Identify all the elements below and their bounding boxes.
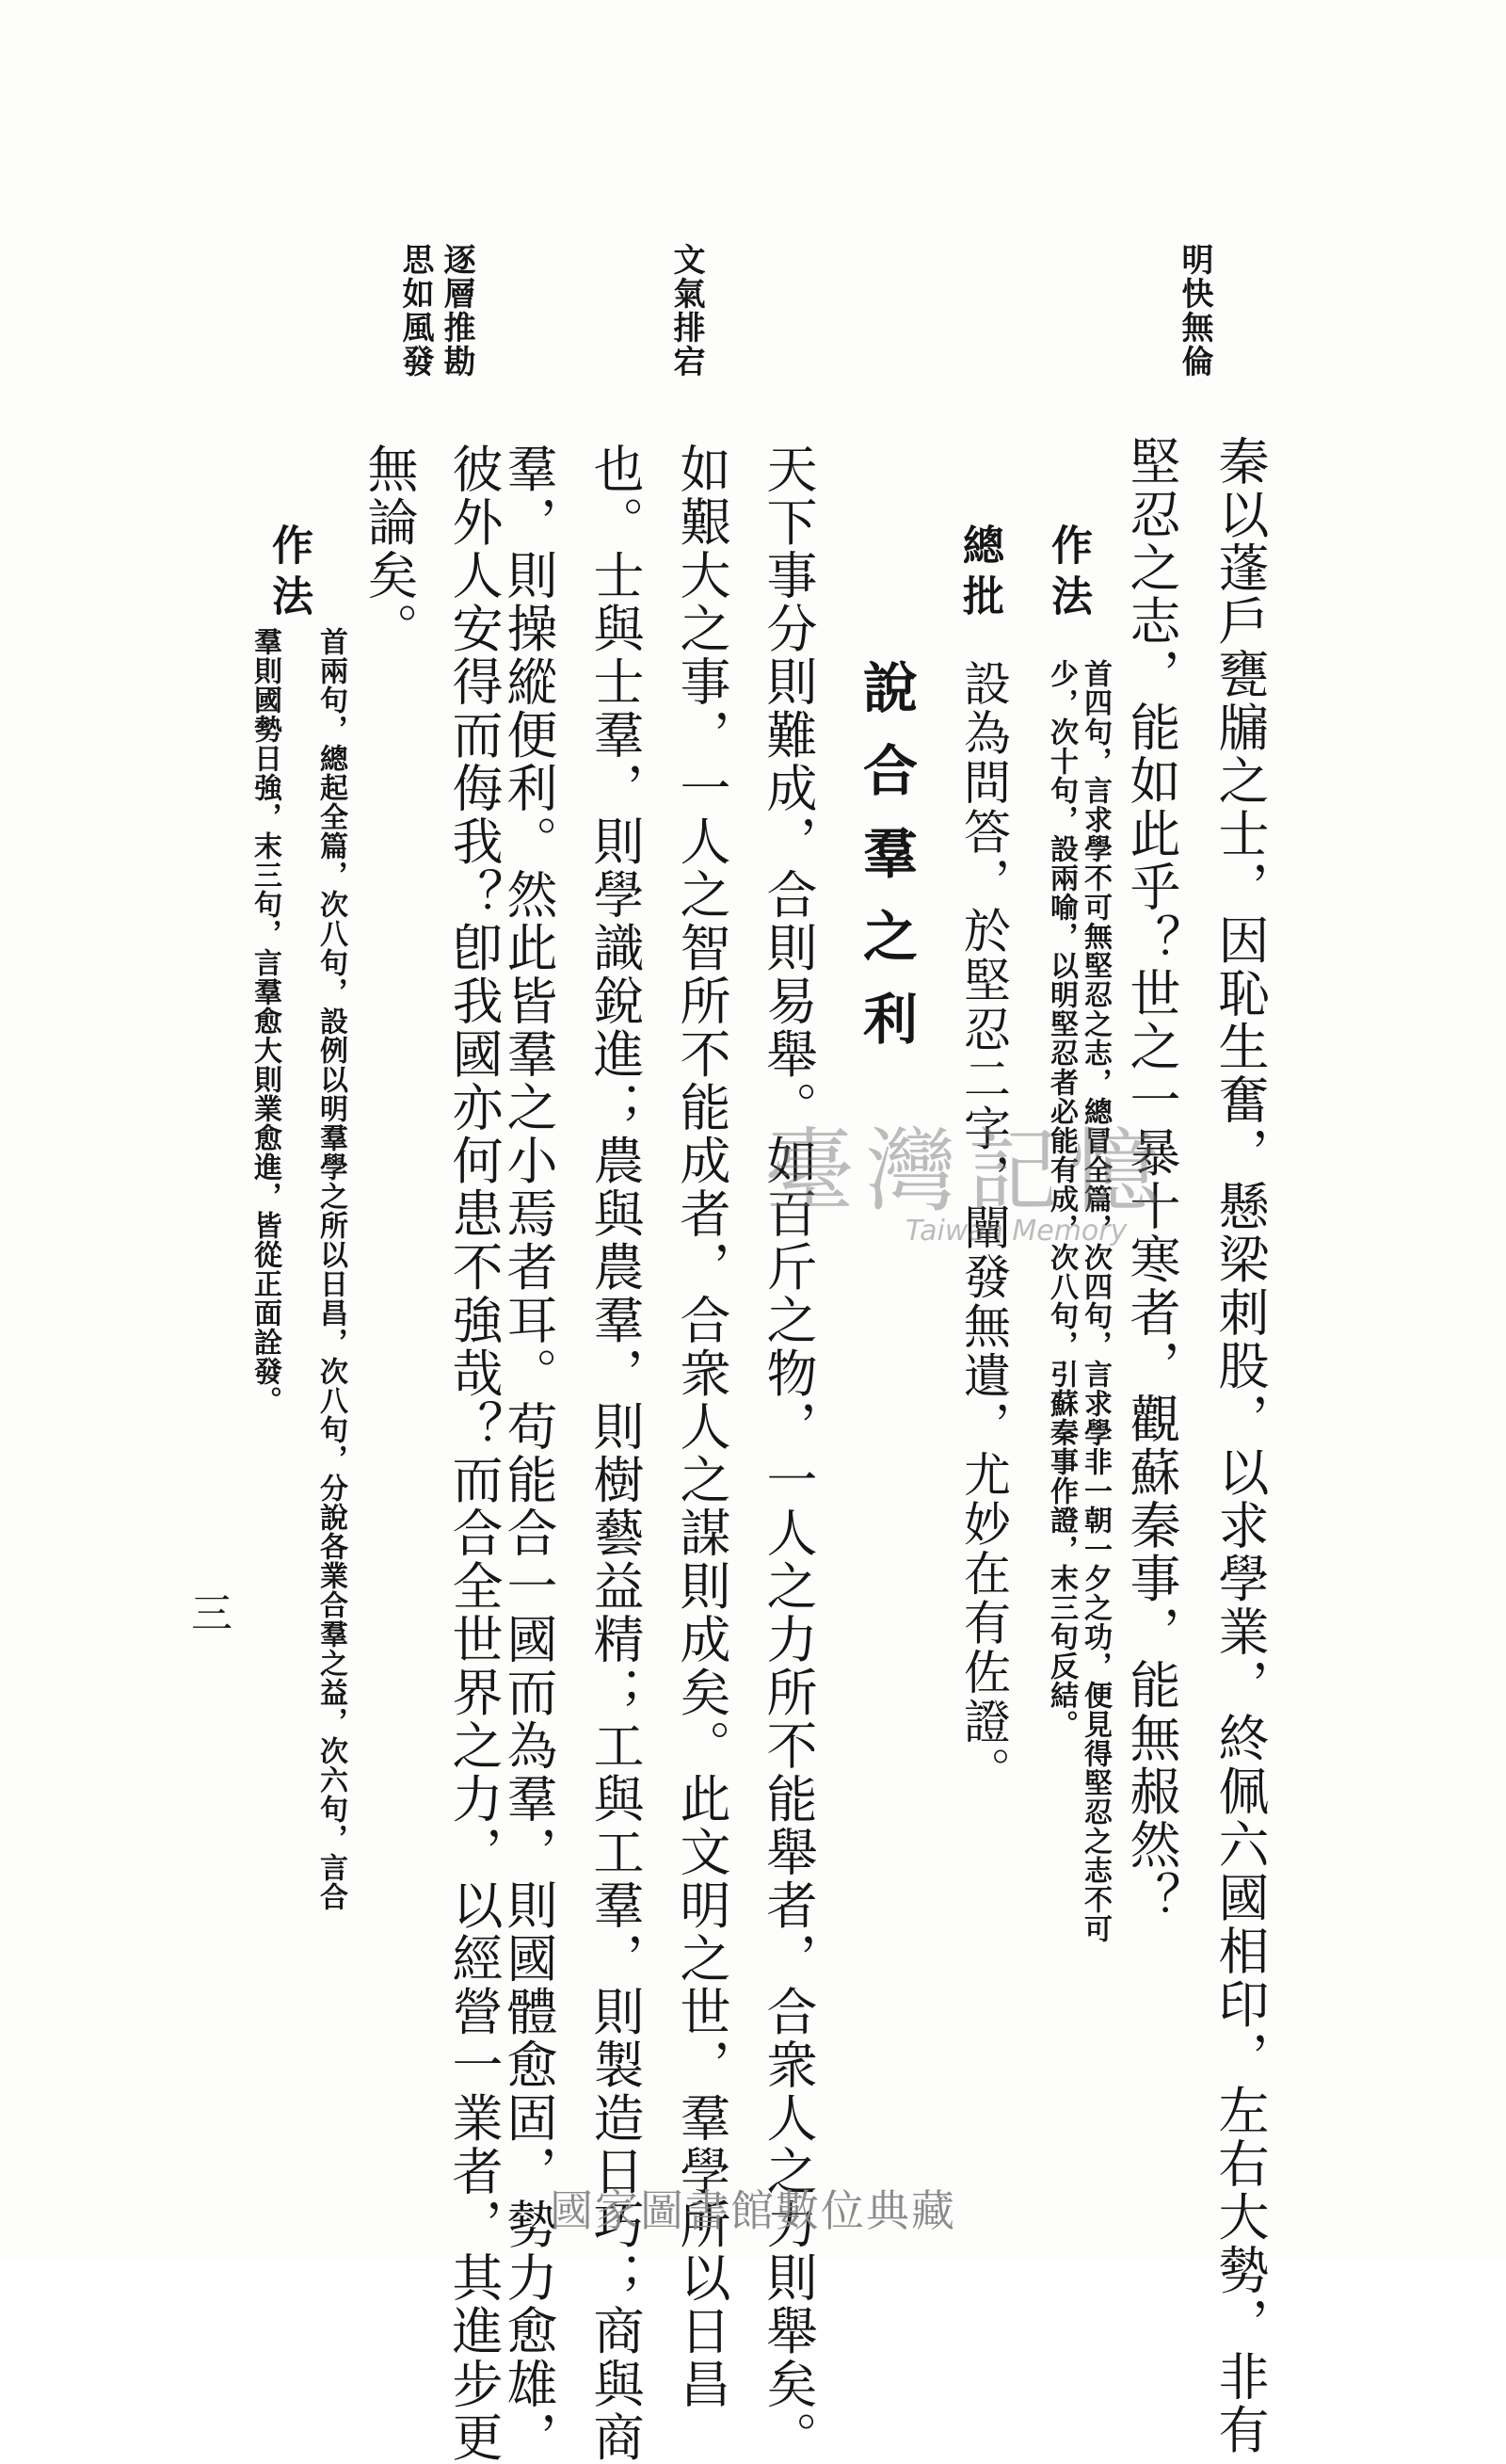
prev-text-line-1: 秦以蓬戶甕牖之士，因恥生奮，懸梁刺股，以求學業，終佩六國相印，左右大勢，非有 — [1210, 435, 1270, 2456]
margin-note-2: 文氣排宕 — [667, 243, 705, 378]
essay-line-2: 如艱大之事，一人之智所不能成者，合衆人之謀則成矣。此文明之世，羣學所以日昌 — [672, 443, 731, 2411]
essay-line-6: 無論矣。 — [360, 443, 419, 655]
prev-comment-label: 總批 — [955, 523, 1003, 625]
margin-note-1: 明快無倫 — [1176, 243, 1213, 378]
prev-comment-text: 設為問答，於堅忍二字，闡發無遺，尤妙在有佐證。 — [956, 659, 1011, 1796]
prev-method-line-1: 首四句，言求學不可無堅忍之志，總冒全篇，次四句，言求學非一朝一夕之功，便見得堅忍之志不可 — [1079, 659, 1112, 1943]
essay-method-line-2: 羣則國勢日強，末三句，言羣愈大則業愈進，皆從正面詮發。 — [248, 627, 281, 1415]
page-number: 三 — [184, 1591, 232, 1633]
footer-credit: 國家圖書館數位典藏 — [550, 2185, 956, 2236]
essay-line-4: 羣，則操縱便利。然此皆羣之小焉者耳。苟能合一國而為羣，則國體愈固，勢力愈雄， — [499, 443, 558, 2464]
prev-method-line-2: 少，次十句，設兩喻，以明堅忍者必能有成，次八句，引蘇秦事作證，末三句反結。 — [1045, 659, 1078, 1739]
taiwan-memory-watermark — [764, 1116, 1235, 1248]
prev-method-label: 作法 — [1044, 523, 1092, 625]
essay-line-1: 天下事分則難成，合則易舉。如百斤之物，一人之力所不能舉者，合衆人之力則舉矣。 — [759, 443, 818, 2464]
essay-method-line-1: 首兩句，總起全篇，次八句，設例以明羣學之所以日昌，次八句，分說各業合羣之益，次六句，言合 — [314, 627, 347, 1911]
prev-text-line-2: 堅忍之志，能如此乎？世之一暴十寒者，觀蘇秦事，能無赧然？ — [1122, 435, 1181, 1924]
essay-line-3: 也。士與士羣，則學識銳進；農與農羣，則樹藝益精；工與工羣，則製造日巧；商與商 — [585, 443, 645, 2464]
watermark-cn: 臺灣記憶 — [764, 1119, 1171, 1224]
essay-method-label: 作法 — [264, 523, 312, 625]
watermark-en: Taiwan Memory — [905, 1215, 1128, 1248]
essay-line-5: 彼外人安得而侮我？卽我國亦何患不強哉？而合全世界之力，以經營一業者，其進步更 — [444, 443, 504, 2464]
essay-title: 說合羣之利 — [854, 659, 918, 1073]
margin-note-3: 逐層推勘 — [438, 243, 475, 378]
margin-note-4: 思如風發 — [396, 243, 434, 378]
